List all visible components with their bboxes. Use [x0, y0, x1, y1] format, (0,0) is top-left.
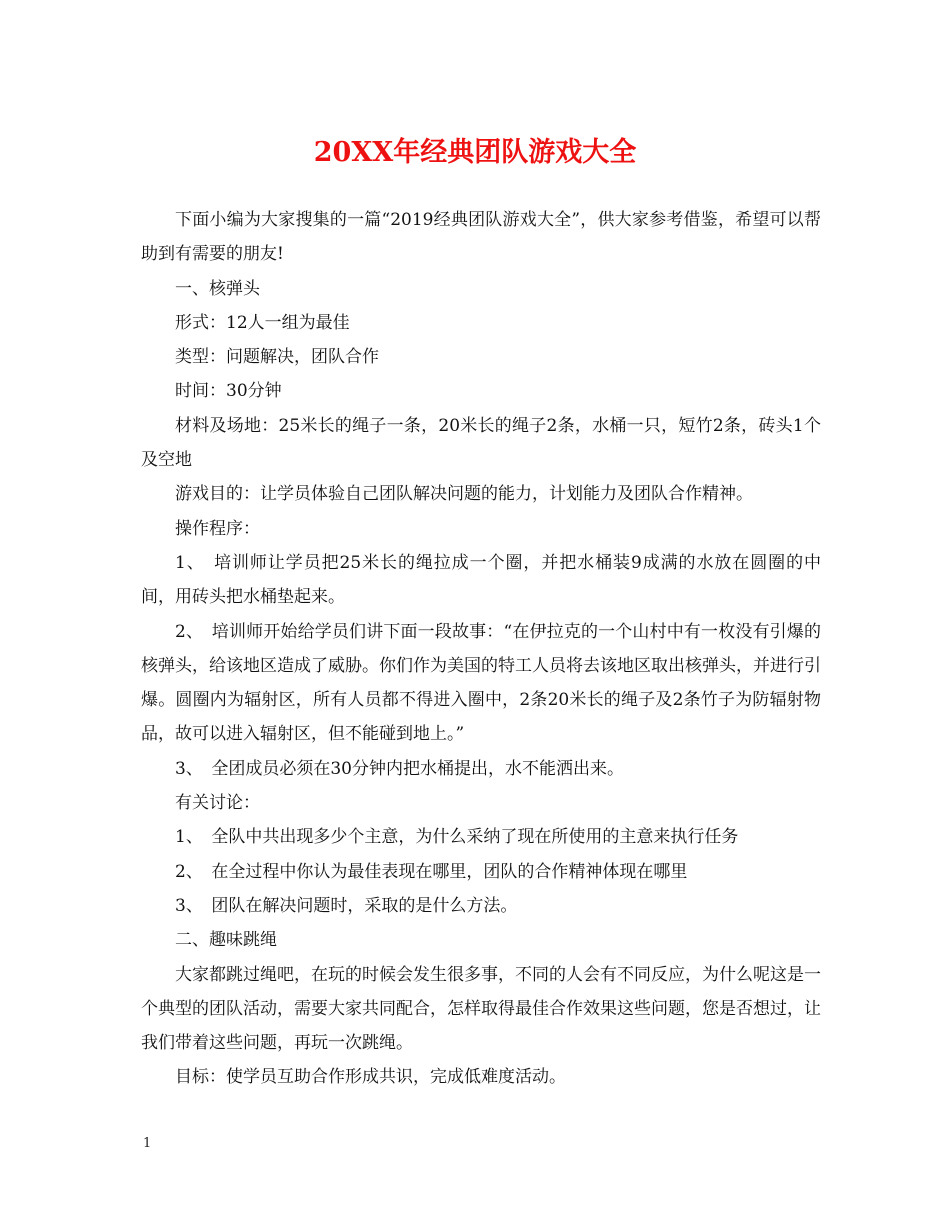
document-title: 20XX年经典团队游戏大全	[313, 137, 637, 168]
page-number: 1	[143, 1136, 152, 1151]
paragraph-procedure-3: 3、 全团成员必须在30分钟内把水桶提出，水不能洒出来。	[175, 758, 624, 779]
paragraph-discussion-2: 2、 在全过程中你认为最佳表现在哪里，团队的合作精神体现在哪里	[175, 861, 688, 882]
paragraph-intro: 下面小编为大家搜集的一篇“2019经典团队游戏大全”，供大家参考借鉴，希望可以帮助到有需要的朋友!	[141, 210, 821, 265]
paragraph-time: 时间：30分钟	[175, 381, 282, 402]
paragraph-procedure-2: 2、 培训师开始给学员们讲下面一段故事：“在伊拉克的一个山村中有一枚没有引爆的核弹头，给该地区造成了威胁。你们作为美国的特工人员将去该地区取出核弹头，并进行引爆。圆圈内为辐射区，所有人员都不得进入圈中，2条20米长的绳子及2条竹子为防辐射物品，故可以进入辐射区，但不能碰到地上。”	[141, 621, 821, 745]
document-body	[141, 203, 821, 1095]
section-heading-1: 一、核弹头	[175, 278, 260, 299]
paragraph-format: 形式：12人一组为最佳	[175, 312, 350, 333]
paragraph-goal: 目标：使学员互助合作形成共识，完成低难度活动。	[175, 1067, 566, 1088]
paragraph-procedure-heading: 操作程序：	[175, 518, 260, 539]
paragraph-type: 类型：问题解决，团队合作	[175, 347, 379, 368]
paragraph-discussion-heading: 有关讨论：	[175, 793, 260, 814]
paragraph-jump-rope: 大家都跳过绳吧，在玩的时候会发生很多事，不同的人会有不同反应，为什么呢这是一个典型的团队活动，需要大家共同配合，怎样取得最佳合作效果这些问题，您是否想过，让我们带着这些问题，再玩一次跳绳。	[141, 964, 821, 1054]
section-heading-2: 二、趣味跳绳	[175, 930, 277, 951]
paragraph-procedure-1: 1、 培训师让学员把25米长的绳拉成一个圈，并把水桶装9成满的水放在圆圈的中间，用砖头把水桶垫起来。	[141, 552, 821, 608]
paragraph-discussion-1: 1、 全队中共出现多少个主意，为什么采纳了现在所使用的主意来执行任务	[175, 827, 739, 848]
paragraph-materials: 材料及场地：25米长的绳子一条，20米长的绳子2条，水桶一只，短竹2条，砖头1个及空地	[141, 415, 821, 471]
paragraph-purpose: 游戏目的：让学员体验自己团队解决问题的能力，计划能力及团队合作精神。	[175, 484, 753, 505]
paragraph-discussion-3: 3、 团队在解决问题时，采取的是什么方法。	[175, 895, 518, 916]
